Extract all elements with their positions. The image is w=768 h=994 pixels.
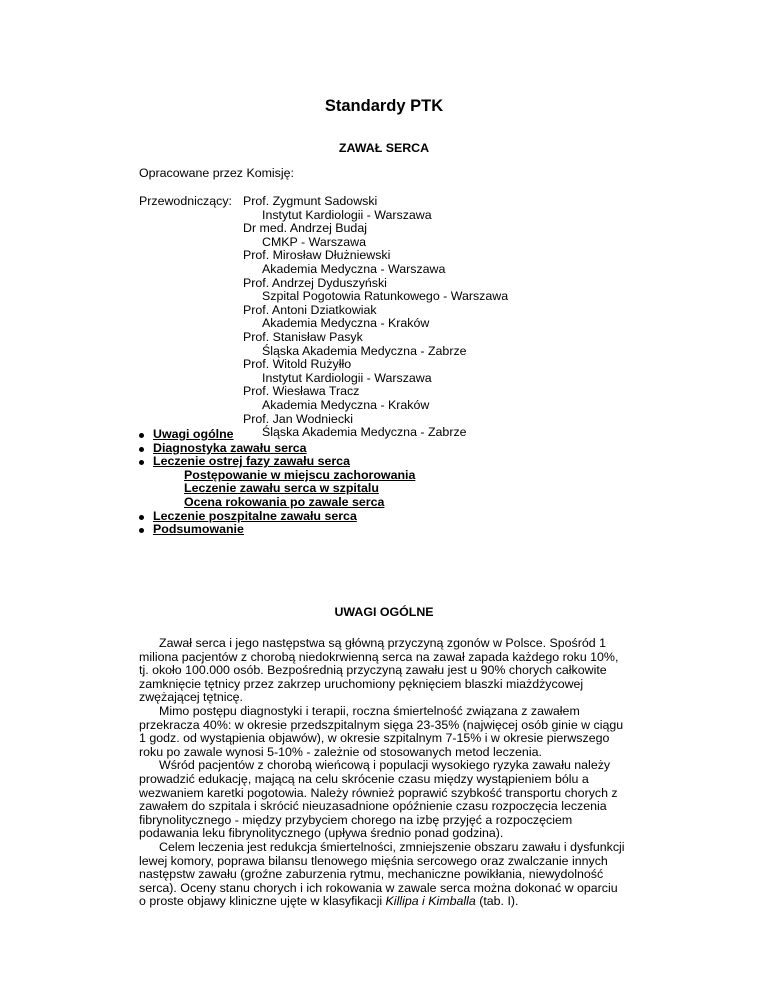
text-line: fibrynolitycznego - między przybyciem chorego na izbę przyjęć a rozpoczęciem bbox=[139, 812, 573, 827]
text-line: prowadzić edukację, mającą na celu skrócenie czasu między wystąpieniem bólu a bbox=[139, 771, 589, 786]
text-line: Wśród pacjentów z chorobą wieńcową i populacji wysokiego ryzyka zawału należy bbox=[159, 758, 611, 773]
committee-member-institution: Akademia Medyczna - Warszawa bbox=[262, 261, 446, 276]
paragraph bbox=[139, 705, 654, 759]
toc-link-label[interactable]: Postępowanie w miejscu zachorowania bbox=[184, 467, 416, 482]
text-line: wezwaniem karetki pogotowia. Należy również poprawić szybkość transportu chorych z bbox=[139, 785, 618, 800]
committee-member-name: Prof. Wiesława Tracz bbox=[243, 384, 360, 399]
committee-member-institution: Instytut Kardiologii - Warszawa bbox=[262, 370, 432, 385]
document-title: Standardy PTK bbox=[324, 97, 444, 115]
text-line: 1 godz. od wystąpienia objawów), w okresie szpitalnym 7-15% i w okresie pierwszego bbox=[139, 731, 610, 746]
text-line: zwężającej tętnicę. bbox=[139, 690, 243, 705]
text-line: lewej komory, poprawa bilansu tlenowego mięśnia sercowego oraz zwalczanie innych bbox=[139, 853, 608, 868]
text-run: (tab. I). bbox=[475, 894, 519, 909]
bullet-icon bbox=[139, 460, 144, 465]
paragraph bbox=[139, 637, 654, 705]
committee-member-institution: Szpital Pogotowia Ratunkowego - Warszawa bbox=[262, 289, 509, 304]
bullet-icon bbox=[139, 515, 144, 520]
bullet-icon bbox=[139, 528, 144, 533]
committee-member-institution: Instytut Kardiologii - Warszawa bbox=[262, 207, 432, 222]
committee-member-institution: Śląska Akademia Medyczna - Zabrze bbox=[262, 343, 467, 358]
toc-link-ocena-rokowania[interactable] bbox=[139, 496, 415, 510]
body-text bbox=[139, 637, 654, 909]
committee-member-name: Prof. Witold Rużyłło bbox=[243, 357, 352, 372]
toc-link-postepowanie[interactable] bbox=[139, 469, 415, 483]
toc-link-label[interactable]: Ocena rokowania po zawale serca bbox=[184, 494, 385, 509]
bullet-icon bbox=[139, 433, 144, 438]
toc-link-uwagi-ogolne[interactable] bbox=[139, 428, 415, 442]
text-line: miliona pacjentów z chorobą niedokrwienną serca na zawał zapada każdego roku 10%, bbox=[139, 649, 619, 664]
committee-member-name: Prof. Jan Wodniecki bbox=[243, 411, 353, 426]
committee-member-name: Prof. Stanisław Pasyk bbox=[243, 329, 363, 344]
table-of-contents bbox=[139, 428, 415, 537]
toc-link-label[interactable]: Leczenie zawału serca w szpitalu bbox=[184, 481, 379, 496]
bullet-icon bbox=[139, 447, 144, 452]
committee-member-name: Prof. Zygmunt Sadowski bbox=[243, 194, 378, 208]
toc-link-leczenie-poszpitalne[interactable] bbox=[139, 510, 415, 524]
text-line: tj. około 100.000 osób. Bezpośrednią przyczyną zawału jest u 90% chorych całkowite bbox=[139, 663, 607, 678]
toc-link-label[interactable]: Leczenie poszpitalne zawału serca bbox=[153, 508, 357, 523]
committee-member-institution: Akademia Medyczna - Kraków bbox=[262, 397, 430, 412]
committee-member-name: Prof. Antoni Dziatkowiak bbox=[243, 302, 377, 317]
committee-member-name: Prof. Andrzej Dyduszyński bbox=[243, 275, 387, 290]
toc-link-label[interactable]: Leczenie ostrej fazy zawału serca bbox=[153, 454, 350, 469]
committee-member-institution: CMKP - Warszawa bbox=[262, 234, 366, 249]
toc-link-diagnostyka[interactable] bbox=[139, 442, 415, 456]
text-line: serca). Oceny stanu chorych i ich rokowania w zawale serca można dokonać w oparciu bbox=[139, 880, 618, 895]
text-line: Celem leczenia jest redukcja śmiertelności, zmniejszenie obszaru zawału i dysfunkcji bbox=[159, 839, 625, 854]
chair-label: Przewodniczący: bbox=[139, 194, 232, 208]
text-run-italic: Killipa i Kimballa bbox=[385, 894, 476, 909]
toc-link-podsumowanie[interactable] bbox=[139, 523, 415, 537]
committee-member-name: Dr med. Andrzej Budaj bbox=[243, 221, 367, 236]
toc-link-leczenie-ostrej-fazy[interactable] bbox=[139, 455, 415, 469]
toc-link-leczenie-w-szpitalu[interactable] bbox=[139, 482, 415, 496]
prepared-by-label: Opracowane przez Komisję: bbox=[139, 166, 294, 180]
text-line: zamknięcie tętnicy przez zakrzep uruchomiony pęknięciem blaszki miażdżycowej bbox=[139, 676, 584, 691]
section-title: ZAWAŁ SERCA bbox=[338, 141, 430, 155]
text-line: Mimo postępu diagnostyki i terapii, roczna śmiertelność związana z zawałem bbox=[159, 703, 580, 718]
toc-link-label[interactable]: Uwagi ogólne bbox=[153, 427, 234, 441]
general-remarks-title: UWAGI OGÓLNE bbox=[334, 605, 434, 619]
toc-link-label[interactable]: Podsumowanie bbox=[153, 522, 244, 537]
text-line: przekracza 40%: w okresie przedszpitalnym sięga 23-35% (najwięcej osób ginie w ciągu bbox=[139, 717, 624, 732]
committee-list bbox=[243, 195, 508, 440]
text-line: podawania leku fibrynolitycznego (upływa średnio ponad godzina). bbox=[139, 826, 504, 841]
text-run: o proste objawy kliniczne ujęte w klasyfikacji bbox=[139, 894, 386, 909]
text-line: zawałem do szpitala i skrócić nieuzasadnione opóźnienie czasu rozpoczęcia leczenia bbox=[139, 799, 607, 814]
paragraph bbox=[139, 759, 654, 841]
text-line: roku po zawale wynosi 5-10% - zależnie od stosowanych metod leczenia. bbox=[139, 744, 542, 759]
text-line-last bbox=[119, 895, 654, 909]
committee-member-institution: Akademia Medyczna - Kraków bbox=[262, 316, 430, 331]
text-line: Zawał serca i jego następstwa są główną przyczyną zgonów w Polsce. Spośród 1 bbox=[159, 636, 606, 650]
committee-member-name: Prof. Mirosław Dłużniewski bbox=[243, 248, 391, 263]
toc-link-label[interactable]: Diagnostyka zawału serca bbox=[153, 440, 307, 455]
text-line: następstw zawału (groźne zaburzenia rytmu, mechaniczne powikłania, niewydolność bbox=[139, 867, 604, 882]
committee-member-institution: Śląska Akademia Medyczna - Zabrze bbox=[262, 425, 467, 440]
paragraph bbox=[139, 841, 654, 909]
